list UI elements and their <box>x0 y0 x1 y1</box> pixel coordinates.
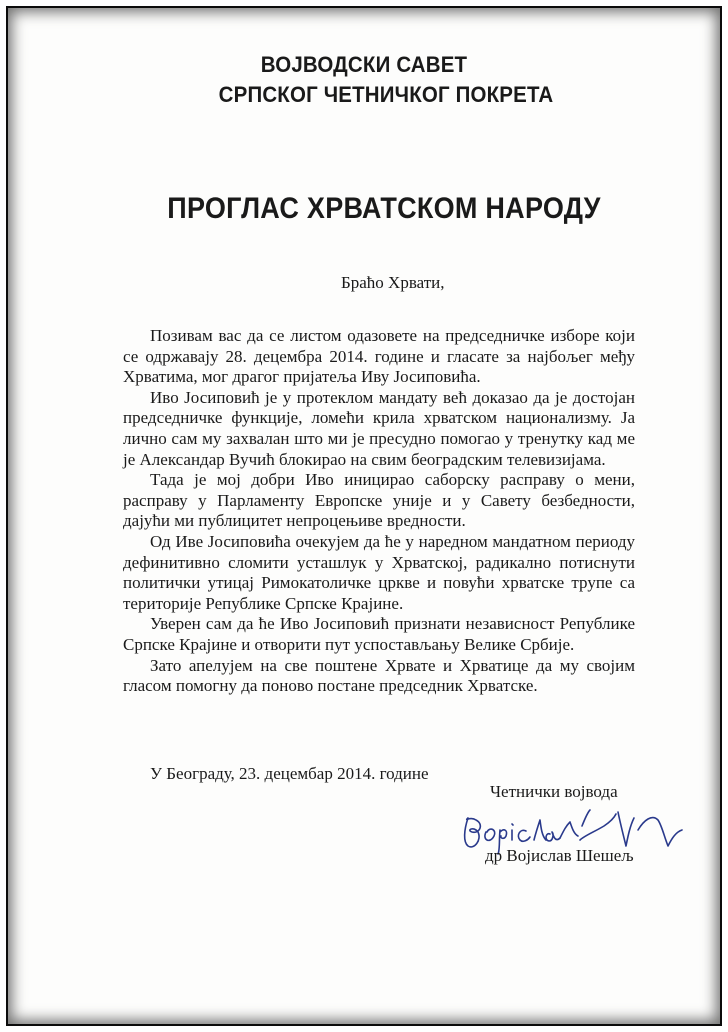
greeting: Браћо Хрвати, <box>341 273 445 292</box>
date-line: У Београду, 23. децембар 2014. године <box>150 764 429 783</box>
paragraph: Тада је мој добри Иво иницирао саборску расправу о мени, расправу у Парламенту Европске уније и у Савету безбедности, дајући ми публицитет непроцењиве вредности. <box>123 470 635 531</box>
paragraph: Уверен сам да ће Иво Јосиповић признати независност Републике Српске Крајине и отворити пут успостављању Велике Србије. <box>123 614 635 654</box>
document-title: ПРОГЛАС ХРВАТСКОМ НАРОДУ <box>167 192 601 225</box>
organization-name-line2: СРПСКОГ ЧЕТНИЧКОГ ПОКРЕТА <box>218 82 554 107</box>
paragraph: Иво Јосиповић је у протеклом мандату већ доказао да је достојан председничке функције, ломећи крила хрватском национализму. Ја лично сам му захвалан што ми је пресудно помогао у тренутку кад ме је Александар Вучић блокирао на свим београдским телевизијама. <box>123 387 635 469</box>
paragraph: Од Иве Јосиповића очекујем да ће у наредном мандатном периоду дефинитивно сломити усташлук у Хрватској, радикално потиснути политички утицај Римокатоличке цркве и повући хрватске трупе са територије Републике Српске Крајине. <box>123 531 635 613</box>
paragraph: Зато апелујем на све поштене Хрвате и Хрватице да му својим гласом помогну да поново постане председник Хрватске. <box>123 655 635 696</box>
organization-name-line1: ВОЈВОДСКИ САВЕТ <box>260 52 468 77</box>
paragraph: Позивам вас да се листом одазовете на председничке изборе који се одржавају 28. децембра 2014. године и гласате за најбољег међу Хрватима, мог драгог пријатеља Иву Јосиповића. <box>123 326 635 387</box>
signatory-title: Четнички војвода <box>490 782 618 801</box>
body-text <box>123 326 635 697</box>
signatory-name: др Војислав Шешељ <box>485 846 634 865</box>
